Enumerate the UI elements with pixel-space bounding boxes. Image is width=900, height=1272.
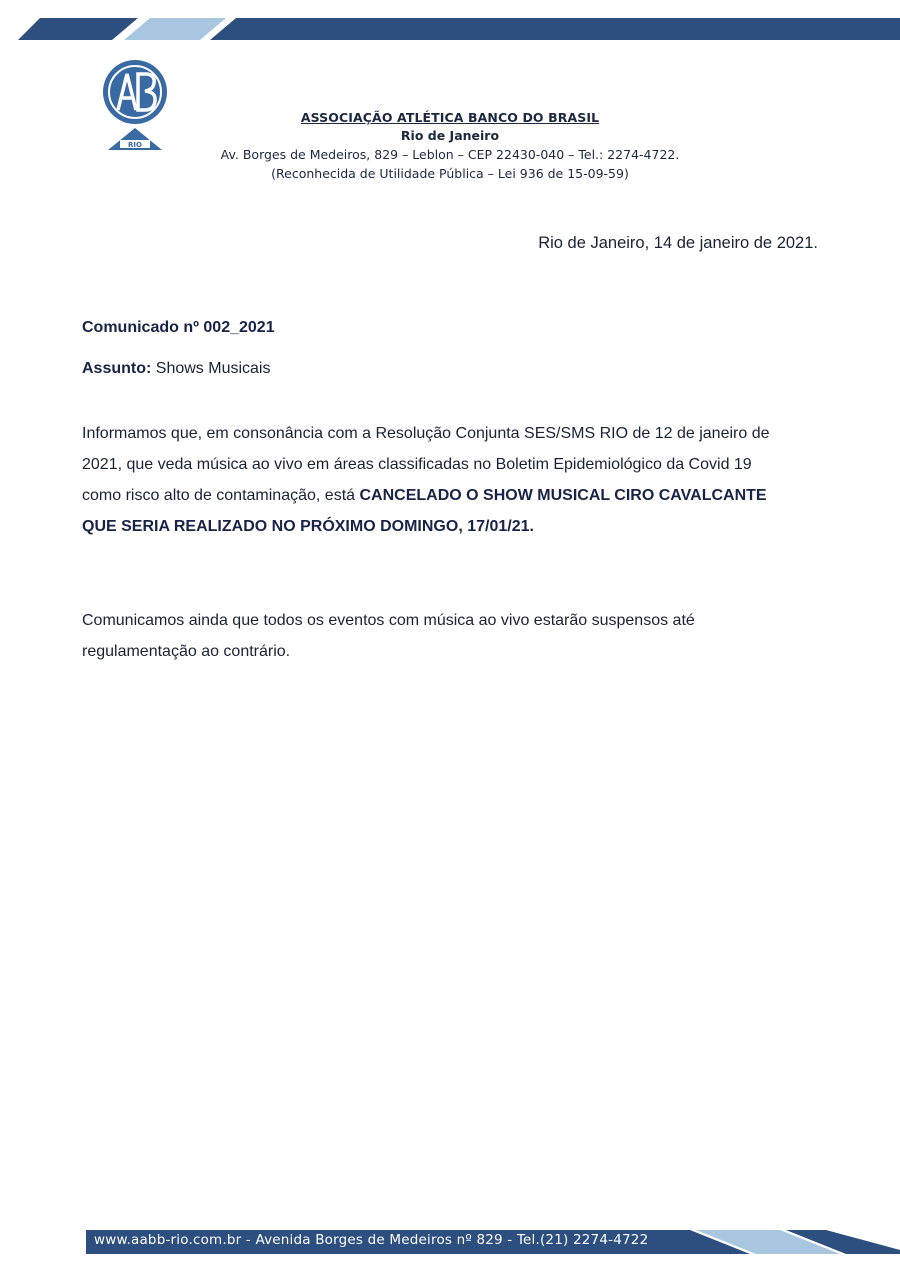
subject-label: Assunto:	[82, 360, 152, 377]
footer-contact: www.aabb-rio.com.br - Avenida Borges de Medeiros nº 829 - Tel.(21) 2274-4722	[94, 1232, 649, 1248]
organization-address: Av. Borges de Medeiros, 829 – Leblon – CEP 22430-040 – Tel.: 2274-4722.	[220, 147, 680, 162]
header-band-graphic	[0, 14, 900, 44]
organization-city: Rio de Janeiro	[400, 128, 500, 143]
organization-note: (Reconhecida de Utilidade Pública – Lei 936 de 15-09-59)	[271, 166, 629, 181]
header-band	[0, 14, 900, 44]
subject-value: Shows Musicais	[151, 360, 271, 377]
paragraph-cancellation-text: Informamos que, em consonância com a Resolução Conjunta SES/SMS RIO de 12 de janeiro de 2021, que veda música ao vivo em áreas classificadas no Boletim Epidemiológico da Covid 19 como risco alto de contaminação, está	[82, 425, 770, 504]
document-date: Rio de Janeiro, 14 de janeiro de 2021.	[538, 234, 818, 252]
letterhead	[150, 110, 750, 181]
paragraph-cancellation	[82, 418, 792, 542]
logo-rio-label: RIO	[128, 141, 142, 149]
subject-line	[82, 360, 270, 378]
paragraph-suspension: Comunicamos ainda que todos os eventos com música ao vivo estarão suspensos até regulamentação ao contrário.	[82, 612, 695, 660]
organization-name: ASSOCIAÇÃO ATLÉTICA BANCO DO BRASIL	[300, 110, 600, 125]
paragraph-cancellation-highlight: CANCELADO O SHOW MUSICAL CIRO CAVALCANTE QUE SERIA REALIZADO NO PRÓXIMO DOMINGO, 17/01/21.	[82, 487, 767, 535]
memo-number: Comunicado nº 002_2021	[82, 319, 275, 336]
